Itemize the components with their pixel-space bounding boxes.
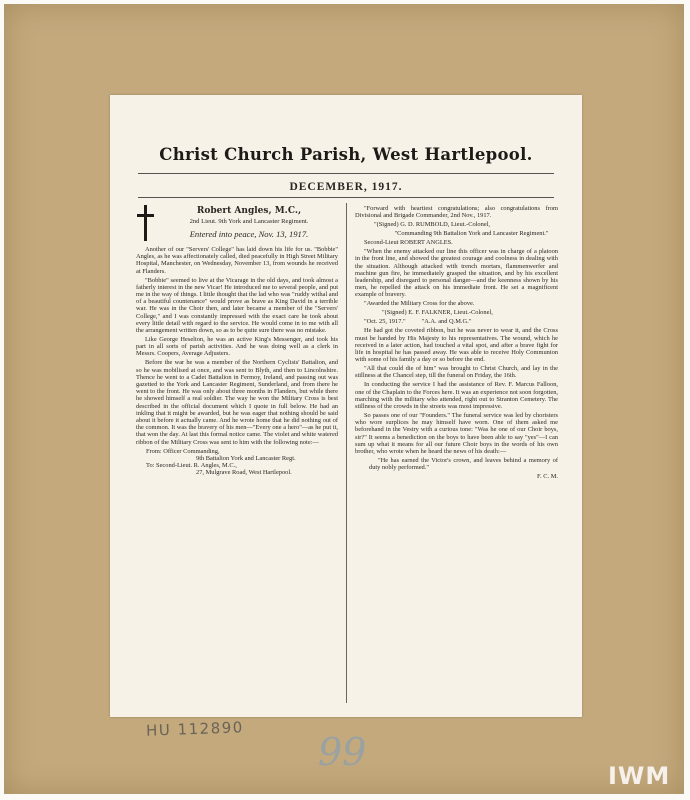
paragraph: He had got the coveted ribbon, but he was never to wear it, and the Cross must be handed by His Majesty to his representatives. The wound, which he received in a later action, had touched a vital spot, and after a brave fight for life in hospital he has passed away. He was able to receive Holy Communion with some of his family a day or so before the end. [355,327,558,364]
cross-icon [136,205,154,241]
signature-line: "Commanding 9th Battalion York and Lancaster Regiment." [394,230,549,238]
from-unit: 9th Battalion York and Lancaster Regt. [196,455,296,463]
parish-magazine-page [110,95,582,717]
title-rule [138,173,554,174]
address-block [136,448,338,477]
column-divider [346,203,347,703]
signature-line: Second-Lieut ROBERT ANGLES. [364,239,453,247]
archive-reference: HU 112890 [145,718,245,740]
paragraph: "Forward with heartiest congratulations; also congratulations from Divisional and Brigade Commander, 2nd Nov., 1917. [355,205,558,220]
obituary-heading [160,205,338,241]
to-line: To: Second-Lieut. R. Angles, M.C., [146,462,237,470]
page-title: Christ Church Parish, West Hartlepool. [159,145,533,164]
signature-line: "(Signed) G. D. RUMBOLD, Lieut.-Colonel, [374,221,491,229]
quote: "He has earned the Victor's crown, and leaves behind a memory of duty nobly performed." [369,457,558,472]
from-line: From: Officer Commanding, [146,447,220,455]
paragraph: Another of our "Servers' College" has laid down his life for us. "Bobbie" Angles, as he was affectionately called, died peacefully in High Street Military Hospital, Manchester, on Wednesday, November 13, from wounds he received at Flanders. [136,246,338,275]
pencil-number: 99 [318,730,367,774]
paragraph: Like George Heselton, he was an active King's Messenger, and took his part in all sorts of parish activities. And he was doing well as a clerk in Messrs. Coopers, Average Adjusters. [136,336,338,358]
author-initials: F. C. M. [537,473,558,481]
signature-line: "(Signed) E. F. FALKNER, Lieut.-Colonel, [382,309,493,317]
right-column [355,205,558,480]
obituary-date: Entered into peace, Nov. 13, 1917. [189,229,309,239]
to-address: 27, Mulgrave Road, West Hartlepool. [196,469,292,477]
paragraph: In conducting the service I had the assistance of Rev. F. Marcus Falloon, one of the Chaplain to the Forces here. It was an experience not soon forgotten, marching with the military who attended, right out to Stranton Cemetery. The stillness of the crowds in the streets was most impressive. [355,381,558,411]
paragraph: "All that could die of him" was brought to Christ Church, and lay in the stillness at the Chancel step, till the funeral on Friday, the 16th. [355,365,558,380]
paragraph: Before the war he was a member of the Northern Cyclists' Battalion, and so he was mobilised at once, and was sent to Blyth, and then to Lincolnshire. Thence he went to a Cadet Battalion in Fermoy, Ireland, and passing out was gazetted to the York and Lancaster Regiment, Sunderland, and from there he went to the front. He was only about three months in Flanders, but while there he showed himself a real soldier. The way he won the Military Cross is best described in the official document which I quote in full below. He had an inkling that it might be awarded, but he was eager that nothing should be said about it before it actually came. And he wrote home that he did nothing out of the common. It was the bravery of his men—"Every one a hero"—as he put it, that won the day. At last this formal notice came. The violet and white watered ribbon of the Military Cross was sent to him with the following note:— [136,359,338,446]
signature-line: "Oct. 25, 1917." "A.A. and Q.M.G." [364,318,472,326]
iwm-watermark: IWM [608,762,671,790]
date-rule [138,197,554,198]
paragraph: "Awarded the Military Cross for the above. [364,300,475,308]
obituary-name: Robert Angles, M.C., [196,206,302,216]
obituary-rank: 2nd Lieut. 9th York and Lancaster Regiment. [189,218,309,225]
left-column [136,205,338,477]
issue-date: DECEMBER, 1917. [289,181,403,193]
paragraph: "Bobbie" seemed to live at the Vicarage in the old days, and took almost a fatherly interest in the new Vicar! He introduced me to several people, and put me in the way of things. I little thought that the lad who was "ruddy withal and of a beautiful countenance" would prove as brave as King David in a terrible war. He was in the Choir then, and later became a member of the "Servers' College," and I was constantly impressed with the exact care he took about every little detail with regard to the service. He would come in to me with all the arrangement written down, so as to be quite sure there was no mistake. [136,276,338,335]
paragraph: "When the enemy attacked our line this officer was in charge of a platoon in the front line, and showed the greatest courage and coolness in dealing with the situation. Although attacked with trench mortars, flammenwerfer and machine gun fire, he immediately grasped the situation, and by his excellent leadership, and disregard to personal danger—and the keenness shown by his men, he repelled the attack on his immediate front. He set a magnificent example of bravery. [355,248,558,299]
paragraph: So passes one of our "Founders." The funeral service was led by choristers who wore surplices he may himself have worn. One of them asked me beforehand in the Vestry with a curious tone: "Was he one of our Choir boys, sir?" It seems a benediction on the boys to have been able to say "yes"—I can sum up what it means for all our future Choir boys in the words of his own brother, who wrote when he heard the news of his death:— [355,412,558,456]
